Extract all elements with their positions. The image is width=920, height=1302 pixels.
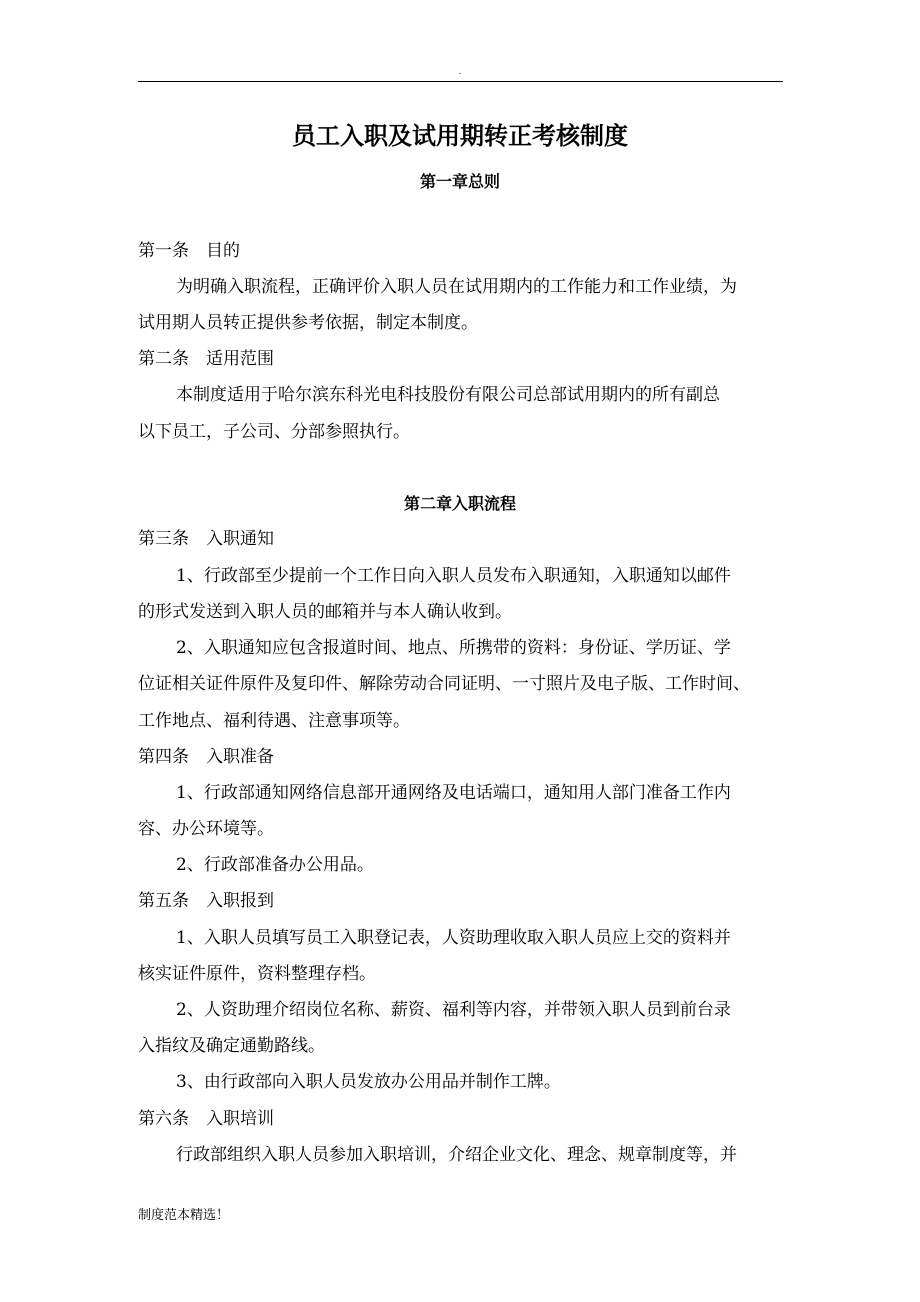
- article-5-line: 入指纹及确定通勤路线。: [138, 1036, 325, 1056]
- article-3-line: 1、行政部至少提前一个工作日向入职人员发布入职通知，入职通知以邮件: [176, 566, 731, 586]
- document-title: 员工入职及试用期转正考核制度: [292, 121, 628, 150]
- article-4-line: 2、行政部准备办公用品。: [176, 855, 374, 875]
- article-3-line: 工作地点、福利待遇、注意事项等。: [138, 711, 410, 731]
- article-5-line: 2、人资助理介绍岗位名称、薪资、福利等内容，并带领入职人员到前台录: [176, 1000, 731, 1020]
- article-3-line: 的形式发送到入职人员的邮箱并与本人确认收到。: [138, 602, 512, 622]
- article-5-line: 核实证件原件，资料整理存档。: [138, 964, 376, 984]
- article-5-line: 1、入职人员填写员工入职登记表，人资助理收取入职人员应上交的资料并: [176, 928, 731, 948]
- article-3-heading: 第三条 入职通知: [138, 529, 274, 549]
- article-4-heading: 第四条 入职准备: [138, 747, 274, 767]
- article-4-line: 1、行政部通知网络信息部开通网络及电话端口，通知用人部门准备工作内: [176, 783, 731, 803]
- article-6-heading: 第六条 入职培训: [138, 1109, 274, 1129]
- article-4-line: 容、办公环境等。: [138, 819, 274, 839]
- article-1-heading: 第一条 目的: [138, 241, 240, 261]
- header-rule: [138, 81, 783, 82]
- footer-note: 制度范本精选！: [138, 1208, 230, 1223]
- article-5-line: 3、由行政部向入职人员发放办公用品并制作工牌。: [176, 1072, 561, 1092]
- article-1-line: 试用期人员转正提供参考依据，制定本制度。: [138, 313, 478, 333]
- header-dot: .: [458, 66, 462, 77]
- article-2-line: 本制度适用于哈尔滨东科光电科技股份有限公司总部试用期内的所有副总: [176, 385, 720, 405]
- chapter-2-heading: 第二章入职流程: [403, 494, 516, 513]
- article-1-line: 为明确入职流程，正确评价入职人员在试用期内的工作能力和工作业绩，为: [176, 277, 737, 297]
- chapter-1-heading: 第一章总则: [419, 172, 500, 191]
- article-6-line: 行政部组织入职人员参加入职培训，介绍企业文化、理念、规章制度等，并: [176, 1145, 737, 1165]
- article-2-heading: 第二条 适用范围: [138, 349, 274, 369]
- article-2-line: 以下员工，子公司、分部参照执行。: [138, 422, 410, 442]
- article-3-line: 位证相关证件原件及复印件、解除劳动合同证明、一寸照片及电子版、工作时间、: [138, 674, 750, 694]
- article-3-line: 2、入职通知应包含报道时间、地点、所携带的资料：身份证、学历证、学: [176, 638, 731, 658]
- article-5-heading: 第五条 入职报到: [138, 891, 274, 911]
